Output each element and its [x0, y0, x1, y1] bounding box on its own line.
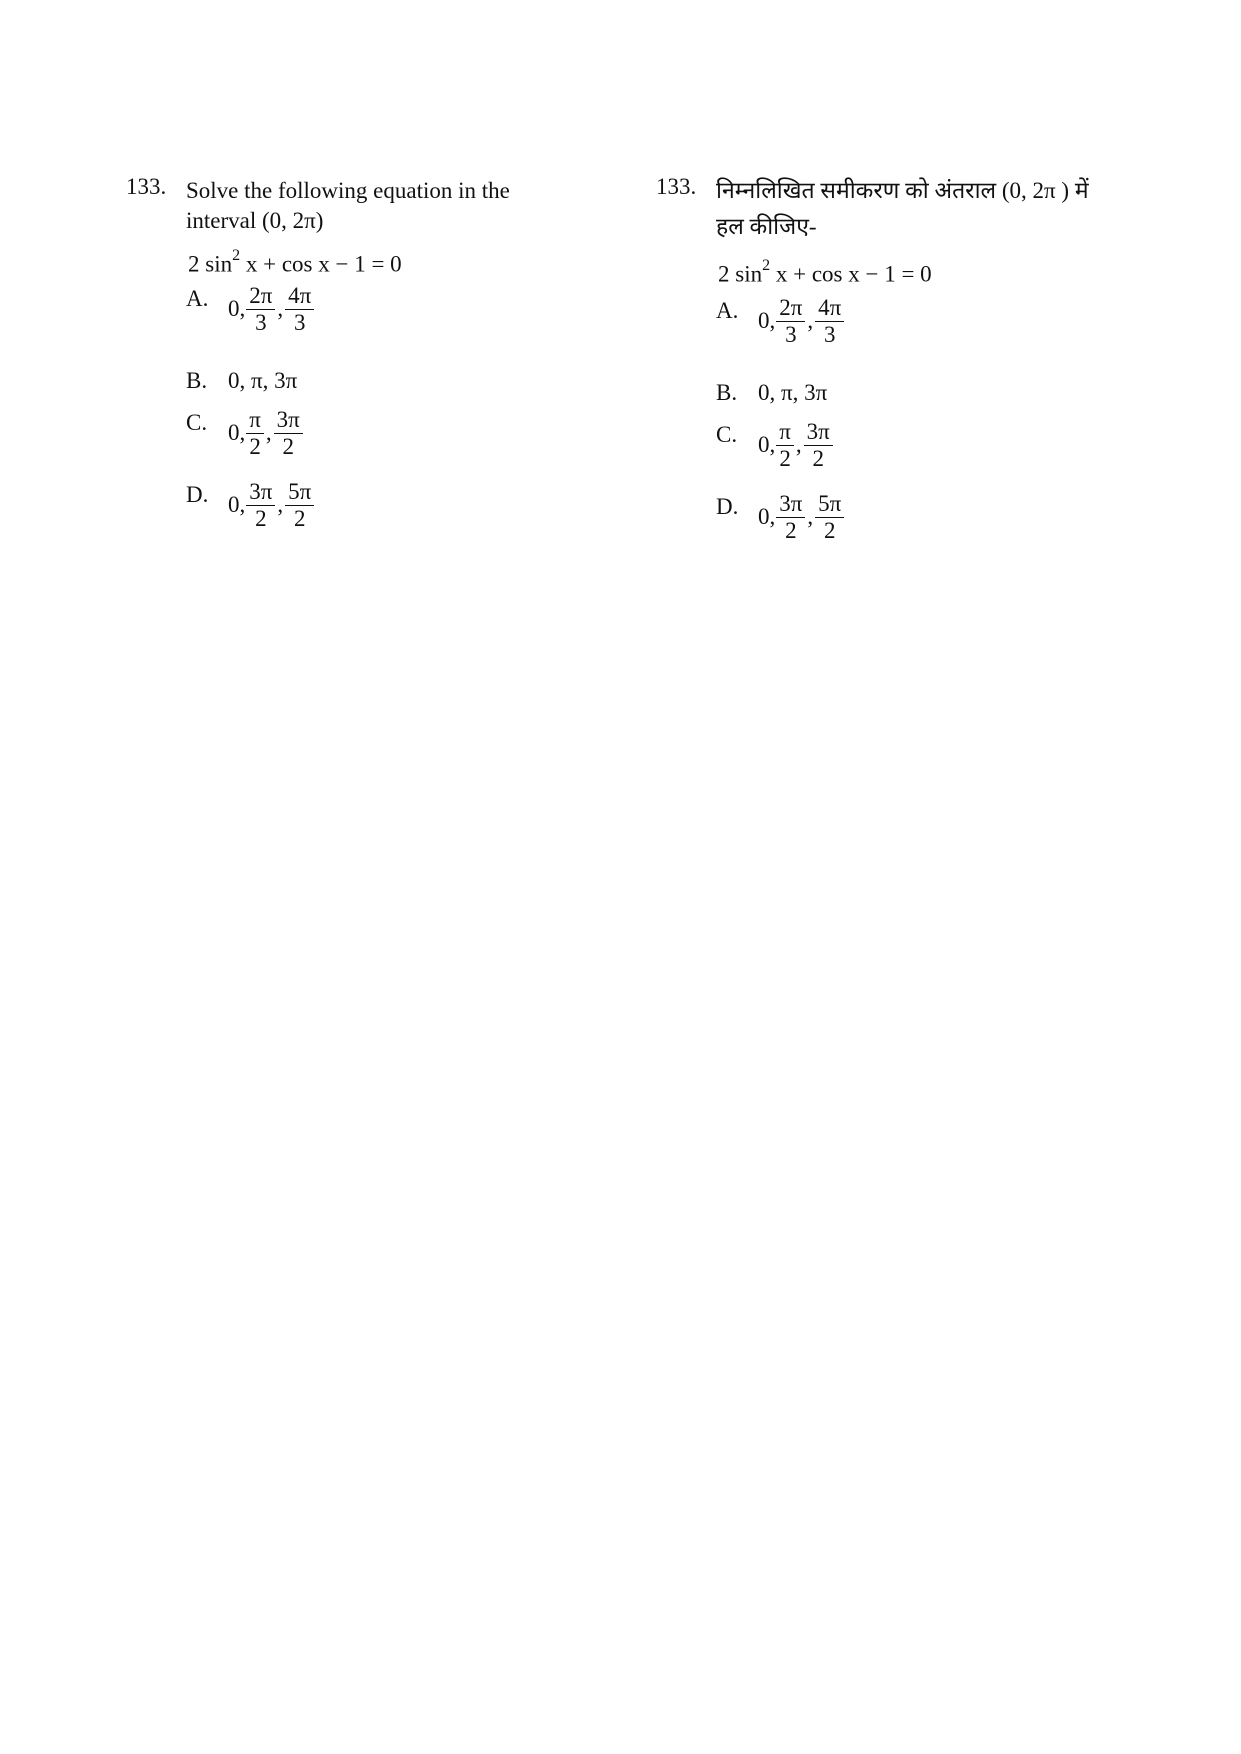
option-c[interactable] — [186, 406, 596, 470]
equation-main: 2 sin — [718, 261, 763, 287]
option-a[interactable] — [186, 282, 596, 344]
fraction — [285, 284, 314, 335]
equation — [718, 257, 1126, 288]
option-expression: 0, $\frac{\pi}{2}$ , $\frac{3\pi}{2}$ — [758, 420, 834, 471]
numerator: 3π — [804, 420, 833, 446]
option-expression: 0, $\frac{3\pi}{2}$ , $\frac{5\pi}{2}$ — [758, 492, 845, 543]
option-d[interactable] — [186, 478, 596, 542]
numerator: 3π — [274, 408, 303, 434]
option-value — [228, 282, 596, 339]
denominator: 2 — [785, 517, 797, 543]
option-letter: D. — [716, 493, 739, 519]
option-value: 0, π, 3π — [758, 379, 828, 405]
equation-main: 2 sin — [188, 251, 233, 277]
numerator: 3π — [246, 480, 275, 506]
fraction — [804, 420, 833, 471]
option-value — [228, 406, 596, 463]
numerator: 5π — [815, 492, 844, 518]
option-value — [758, 294, 1126, 351]
numerator: 2π — [776, 296, 805, 322]
option-letter: D. — [186, 481, 209, 507]
question-number: 133. — [656, 174, 697, 199]
option-letter: C. — [716, 421, 738, 447]
fraction — [776, 296, 805, 347]
equation-rest: x + cos x − 1 = 0 — [240, 251, 402, 277]
equation-exponent: 2 — [762, 257, 771, 274]
fraction — [246, 284, 275, 335]
option-a[interactable] — [716, 294, 1126, 356]
lead-value: 0, — [758, 504, 776, 530]
question-text-line: Solve the following equation in the — [186, 178, 510, 203]
fraction — [776, 492, 805, 543]
numerator: 3π — [776, 492, 805, 518]
lead-value: 0, — [228, 420, 246, 446]
options-list — [716, 294, 1126, 554]
fraction — [776, 420, 794, 471]
fraction — [815, 492, 844, 543]
fraction — [285, 480, 314, 531]
question-hindi — [656, 176, 1126, 554]
question-english — [126, 176, 596, 542]
option-letter: B. — [716, 379, 738, 405]
equation-exponent: 2 — [232, 247, 241, 264]
option-expression: 0, $\frac{2\pi}{3}$ , $\frac{4\pi}{3}$ — [758, 296, 845, 347]
denominator: 2 — [779, 445, 791, 471]
option-expression: 0, $\frac{3\pi}{2}$ , $\frac{5\pi}{2}$ — [228, 480, 315, 531]
denominator: 2 — [255, 505, 267, 531]
question-header — [126, 176, 596, 236]
option-letter: B. — [186, 367, 208, 393]
option-letter: C. — [186, 409, 208, 435]
fraction — [274, 408, 303, 459]
question-text-line: interval (0, 2π) — [186, 208, 324, 233]
option-expression: 0, $\frac{2\pi}{3}$ , $\frac{4\pi}{3}$ — [228, 284, 315, 335]
denominator: 3 — [823, 321, 836, 347]
numerator: π — [776, 420, 794, 446]
option-letter: A. — [716, 297, 739, 323]
equation-rest: x + cos x − 1 = 0 — [770, 261, 932, 287]
options-list — [186, 282, 596, 542]
lead-value: 0, — [758, 432, 776, 458]
fraction — [246, 480, 275, 531]
numerator: 4π — [285, 284, 314, 310]
option-value — [758, 490, 1126, 547]
equation — [188, 247, 596, 278]
option-value: 0, π, 3π — [228, 367, 298, 393]
fraction — [815, 296, 844, 347]
numerator: 5π — [285, 480, 314, 506]
option-value — [228, 478, 596, 535]
numerator: 2π — [246, 284, 275, 310]
denominator: 2 — [812, 445, 824, 471]
lead-value: 0, — [228, 492, 246, 518]
option-b[interactable] — [186, 364, 596, 398]
option-value — [758, 418, 1126, 475]
option-letter: A. — [186, 285, 209, 311]
option-c[interactable] — [716, 418, 1126, 482]
denominator: 2 — [823, 517, 836, 543]
option-d[interactable] — [716, 490, 1126, 554]
question-text-line: हल कीजिए- — [716, 214, 817, 239]
question-header — [656, 176, 1126, 242]
denominator: 3 — [255, 309, 267, 335]
question-text-line: निम्नलिखित समीकरण को अंतराल (0, 2π ) में — [716, 178, 1089, 203]
denominator: 2 — [293, 505, 306, 531]
option-b[interactable] — [716, 376, 1126, 410]
fraction — [246, 408, 264, 459]
denominator: 3 — [785, 321, 797, 347]
lead-value: 0, — [758, 308, 776, 334]
lead-value: 0, — [228, 296, 246, 322]
denominator: 3 — [293, 309, 306, 335]
denominator: 2 — [249, 433, 261, 459]
question-number: 133. — [126, 174, 167, 199]
numerator: 4π — [815, 296, 844, 322]
question-text — [716, 176, 1126, 242]
numerator: π — [246, 408, 264, 434]
denominator: 2 — [282, 433, 294, 459]
option-expression: 0, $\frac{\pi}{2}$ , $\frac{3\pi}{2}$ — [228, 408, 304, 459]
question-text — [186, 176, 596, 236]
